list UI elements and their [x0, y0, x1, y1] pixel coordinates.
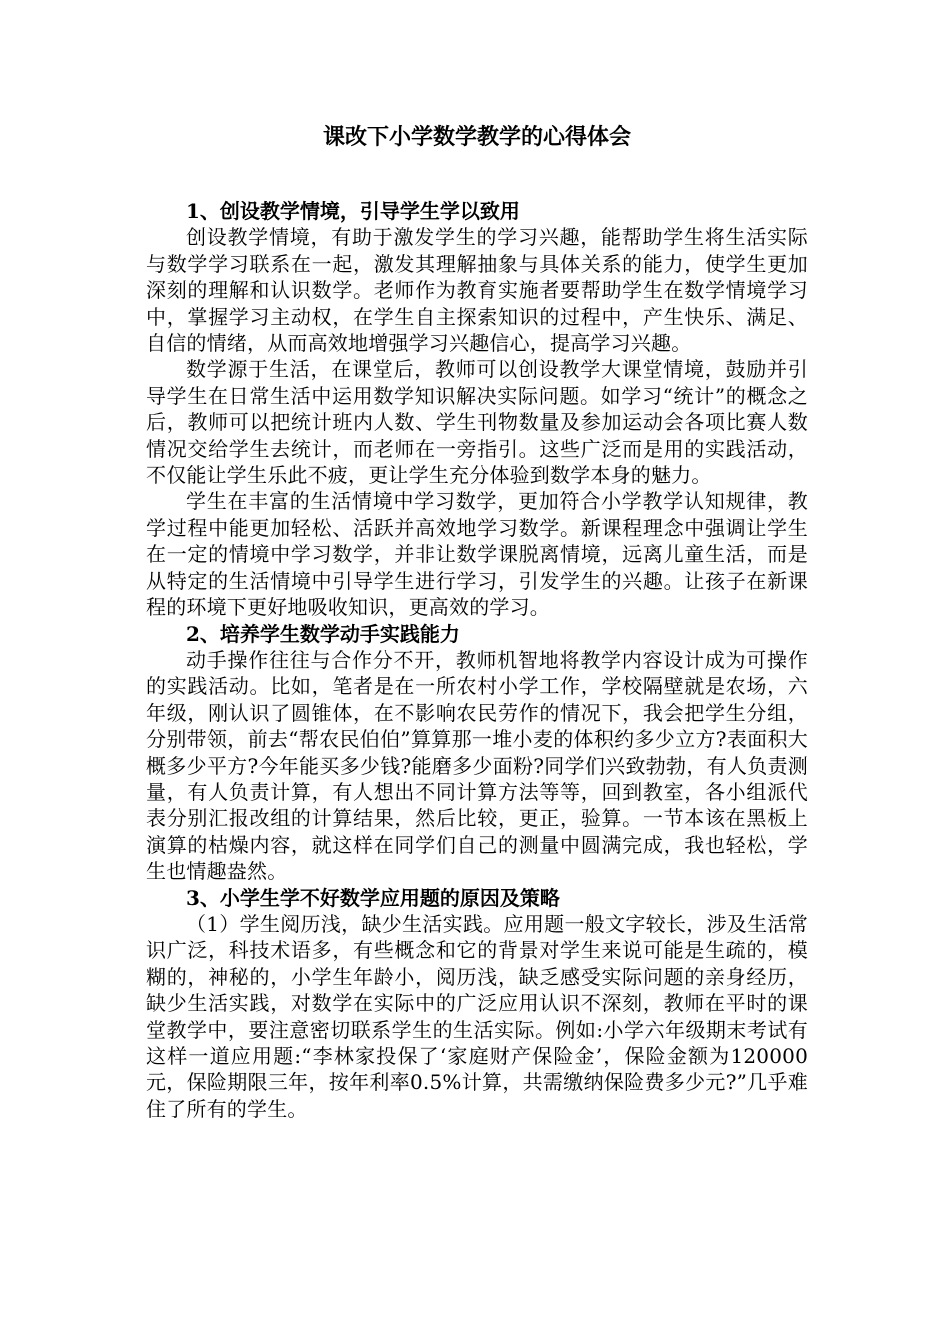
section-heading-2: 2、培养学生数学动手实践能力	[186, 621, 460, 646]
section-3-paragraph-1: （1）学生阅历浅，缺少生活实践。应用题一般文字较长，涉及生活常识广泛，科技术语多，有些概念和它的背景对学生来说可能是生疏的，模糊的，神秘的，小学生年龄小，阅历浅，缺乏感受实际问题的亲身经历，缺少生活实践，对数学在实际中的广泛应用认识不深刻，教师在平时的课堂教学中，要注意密切联系学生的生活实际。例如:小学六年级期末考试有这样一道应用题:“李林家投保了‘家庭财产保险金’，保险金额为120000元，保险期限三年，按年利率0.5%计算，共需缴纳保险费多少元?”几乎难住了所有的学生。	[146, 911, 808, 1121]
section-1-paragraph-3: 学生在丰富的生活情境中学习数学，更加符合小学教学认知规律，教学过程中能更加轻松、活跃并高效地学习数学。新课程理念中强调让学生在一定的情境中学习数学，并非让数学课脱离情境，远离儿童生活，而是从特定的生活情境中引导学生进行学习，引发学生的兴趣。让孩子在新课程的环境下更好地吸收知识，更高效的学习。	[146, 489, 808, 620]
section-2-paragraph-1: 动手操作往往与合作分不开，教师机智地将教学内容设计成为可操作的实践活动。比如，笔者是在一所农村小学工作，学校隔壁就是农场，六年级，刚认识了圆锥体，在不影响农民劳作的情况下，我会把学生分组，分别带领，前去“帮农民伯伯”算算那一堆小麦的体积约多少立方?表面积大概多少平方?今年能买多少钱?能磨多少面粉?同学们兴致勃勃，有人负责测量，有人负责计算，有人想出不同计算方法等等，回到教室，各小组派代表分别汇报改组的计算结果，然后比较，更正，验算。一节本该在黑板上演算的枯燥内容，就这样在同学们自己的测量中圆满完成，我也轻松，学生也情趣盎然。	[146, 647, 808, 884]
section-heading-1: 1、创设教学情境，引导学生学以致用	[186, 199, 520, 223]
section-1-paragraph-2: 数学源于生活，在课堂后，教师可以创设教学大课堂情境，鼓励并引导学生在日常生活中运用数学知识解决实际问题。如学习“统计”的概念之后，教师可以把统计班内人数、学生刊物数量及参加运动会各项比赛人数情况交给学生去统计，而老师在一旁指引。这些广泛而是用的实践活动，不仅能让学生乐此不疲，更让学生充分体验到数学本身的魅力。	[146, 357, 808, 488]
section-heading-3: 3、小学生学不好数学应用题的原因及策略	[186, 885, 560, 910]
document-page	[146, 0, 808, 1122]
section-1-paragraph-1: 创设教学情境，有助于激发学生的学习兴趣，能帮助学生将生活实际与数学学习联系在一起，激发其理解抽象与具体关系的能力，使学生更加深刻的理解和认识数学。老师作为教育实施者要帮助学生在数学情境学习中，掌握学习主动权，在学生自主探索知识的过程中，产生快乐、满足、自信的情绪，从而高效地增强学习兴趣信心，提高学习兴趣。	[146, 225, 808, 356]
document-title: 课改下小学数学教学的心得体会	[322, 124, 631, 150]
